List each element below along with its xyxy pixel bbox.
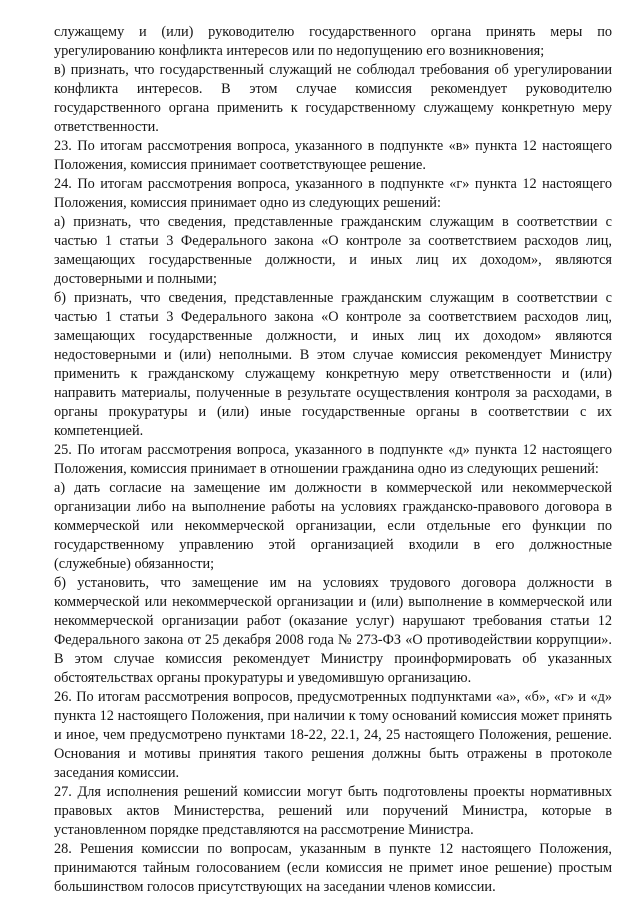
paragraph-25: 25. По итогам рассмотрения вопроса, указанного в подпункте «д» пункта 12 настоящего Положения, комиссия принимает в отношении гражданина одно из следующих решений: [54, 442, 612, 477]
paragraph-24b: б) признать, что сведения, представленные гражданским служащим в соответствии с частью 1 статьи 3 Федерального закона «О контроле за соответствием расходов лиц, замещающих государственные должности, и иных лиц их доходом» являются недостоверными и (или) неполными. В этом случае комиссия рекомендует Министру применить к гражданскому служащему конкретную меру ответственности и (или) направить материалы, полученные в результате осуществления контроля за расходами, в органы прокуратуры и (или) иные государственные органы в соответствии с их компетенцией. [54, 290, 612, 439]
paragraph-28: 28. Решения комиссии по вопросам, указанным в пункте 12 настоящего Положения, принимаются тайным голосованием (если комиссия не примет иное решение) простым большинством голосов присутствующих на заседании членов комиссии. [54, 841, 612, 895]
paragraph-24a: а) признать, что сведения, представленные гражданским служащим в соответствии с частью 1 статьи 3 Федерального закона «О контроле за соответствием расходов лиц, замещающих государственные должности, и иных лиц их доходом», являются достоверными и полными; [54, 214, 612, 287]
paragraph-25b: б) установить, что замещение им на условиях трудового договора должности в коммерческой или некоммерческой организации и (или) выполнение в коммерческой или некоммерческой организации работ (оказание услуг) нарушают требования статьи 12 Федерального закона от 25 декабря 2008 года № 273-ФЗ «О противодействии коррупции». В этом случае комиссия рекомендует Министру проинформировать об указанных обстоятельствах органы прокуратуры и уведомившую организацию. [54, 575, 612, 686]
paragraph-24: 24. По итогам рассмотрения вопроса, указанного в подпункте «г» пункта 12 настоящего Положения, комиссия принимает одно из следующих решений: [54, 176, 612, 211]
paragraph-22b-continuation: служащему и (или) руководителю государственного органа принять меры по урегулированию конфликта интересов или по недопущению его возникновения; [54, 24, 612, 59]
paragraph-22v: в) признать, что государственный служащий не соблюдал требования об урегулировании конфликта интересов. В этом случае комиссия рекомендует руководителю государственного органа применить к государственному служащему конкретную меру ответственности. [54, 62, 612, 135]
paragraph-27: 27. Для исполнения решений комиссии могут быть подготовлены проекты нормативных правовых актов Министерства, решений или поручений Министра, которые в установленном порядке представляются на рассмотрение Министра. [54, 784, 612, 838]
paragraph-25a: а) дать согласие на замещение им должности в коммерческой или некоммерческой организации либо на выполнение работы на условиях гражданско-правового договора в коммерческой или некоммерческой организации, если отдельные его функции по государственному управлению этой организацией входили в его должностные (служебные) обязанности; [54, 480, 612, 572]
paragraph-23: 23. По итогам рассмотрения вопроса, указанного в подпункте «в» пункта 12 настоящего Положения, комиссия принимает соответствующее решение. [54, 138, 612, 173]
paragraph-26: 26. По итогам рассмотрения вопросов, предусмотренных подпунктами «а», «б», «г» и «д» пункта 12 настоящего Положения, при наличии к тому оснований комиссия может принять и иное, чем предусмотрено пунктами 18-22, 22.1, 24, 25 настоящего Положения, решение. Основания и мотивы принятия такого решения должны быть отражены в протоколе заседания комиссии. [54, 689, 612, 781]
